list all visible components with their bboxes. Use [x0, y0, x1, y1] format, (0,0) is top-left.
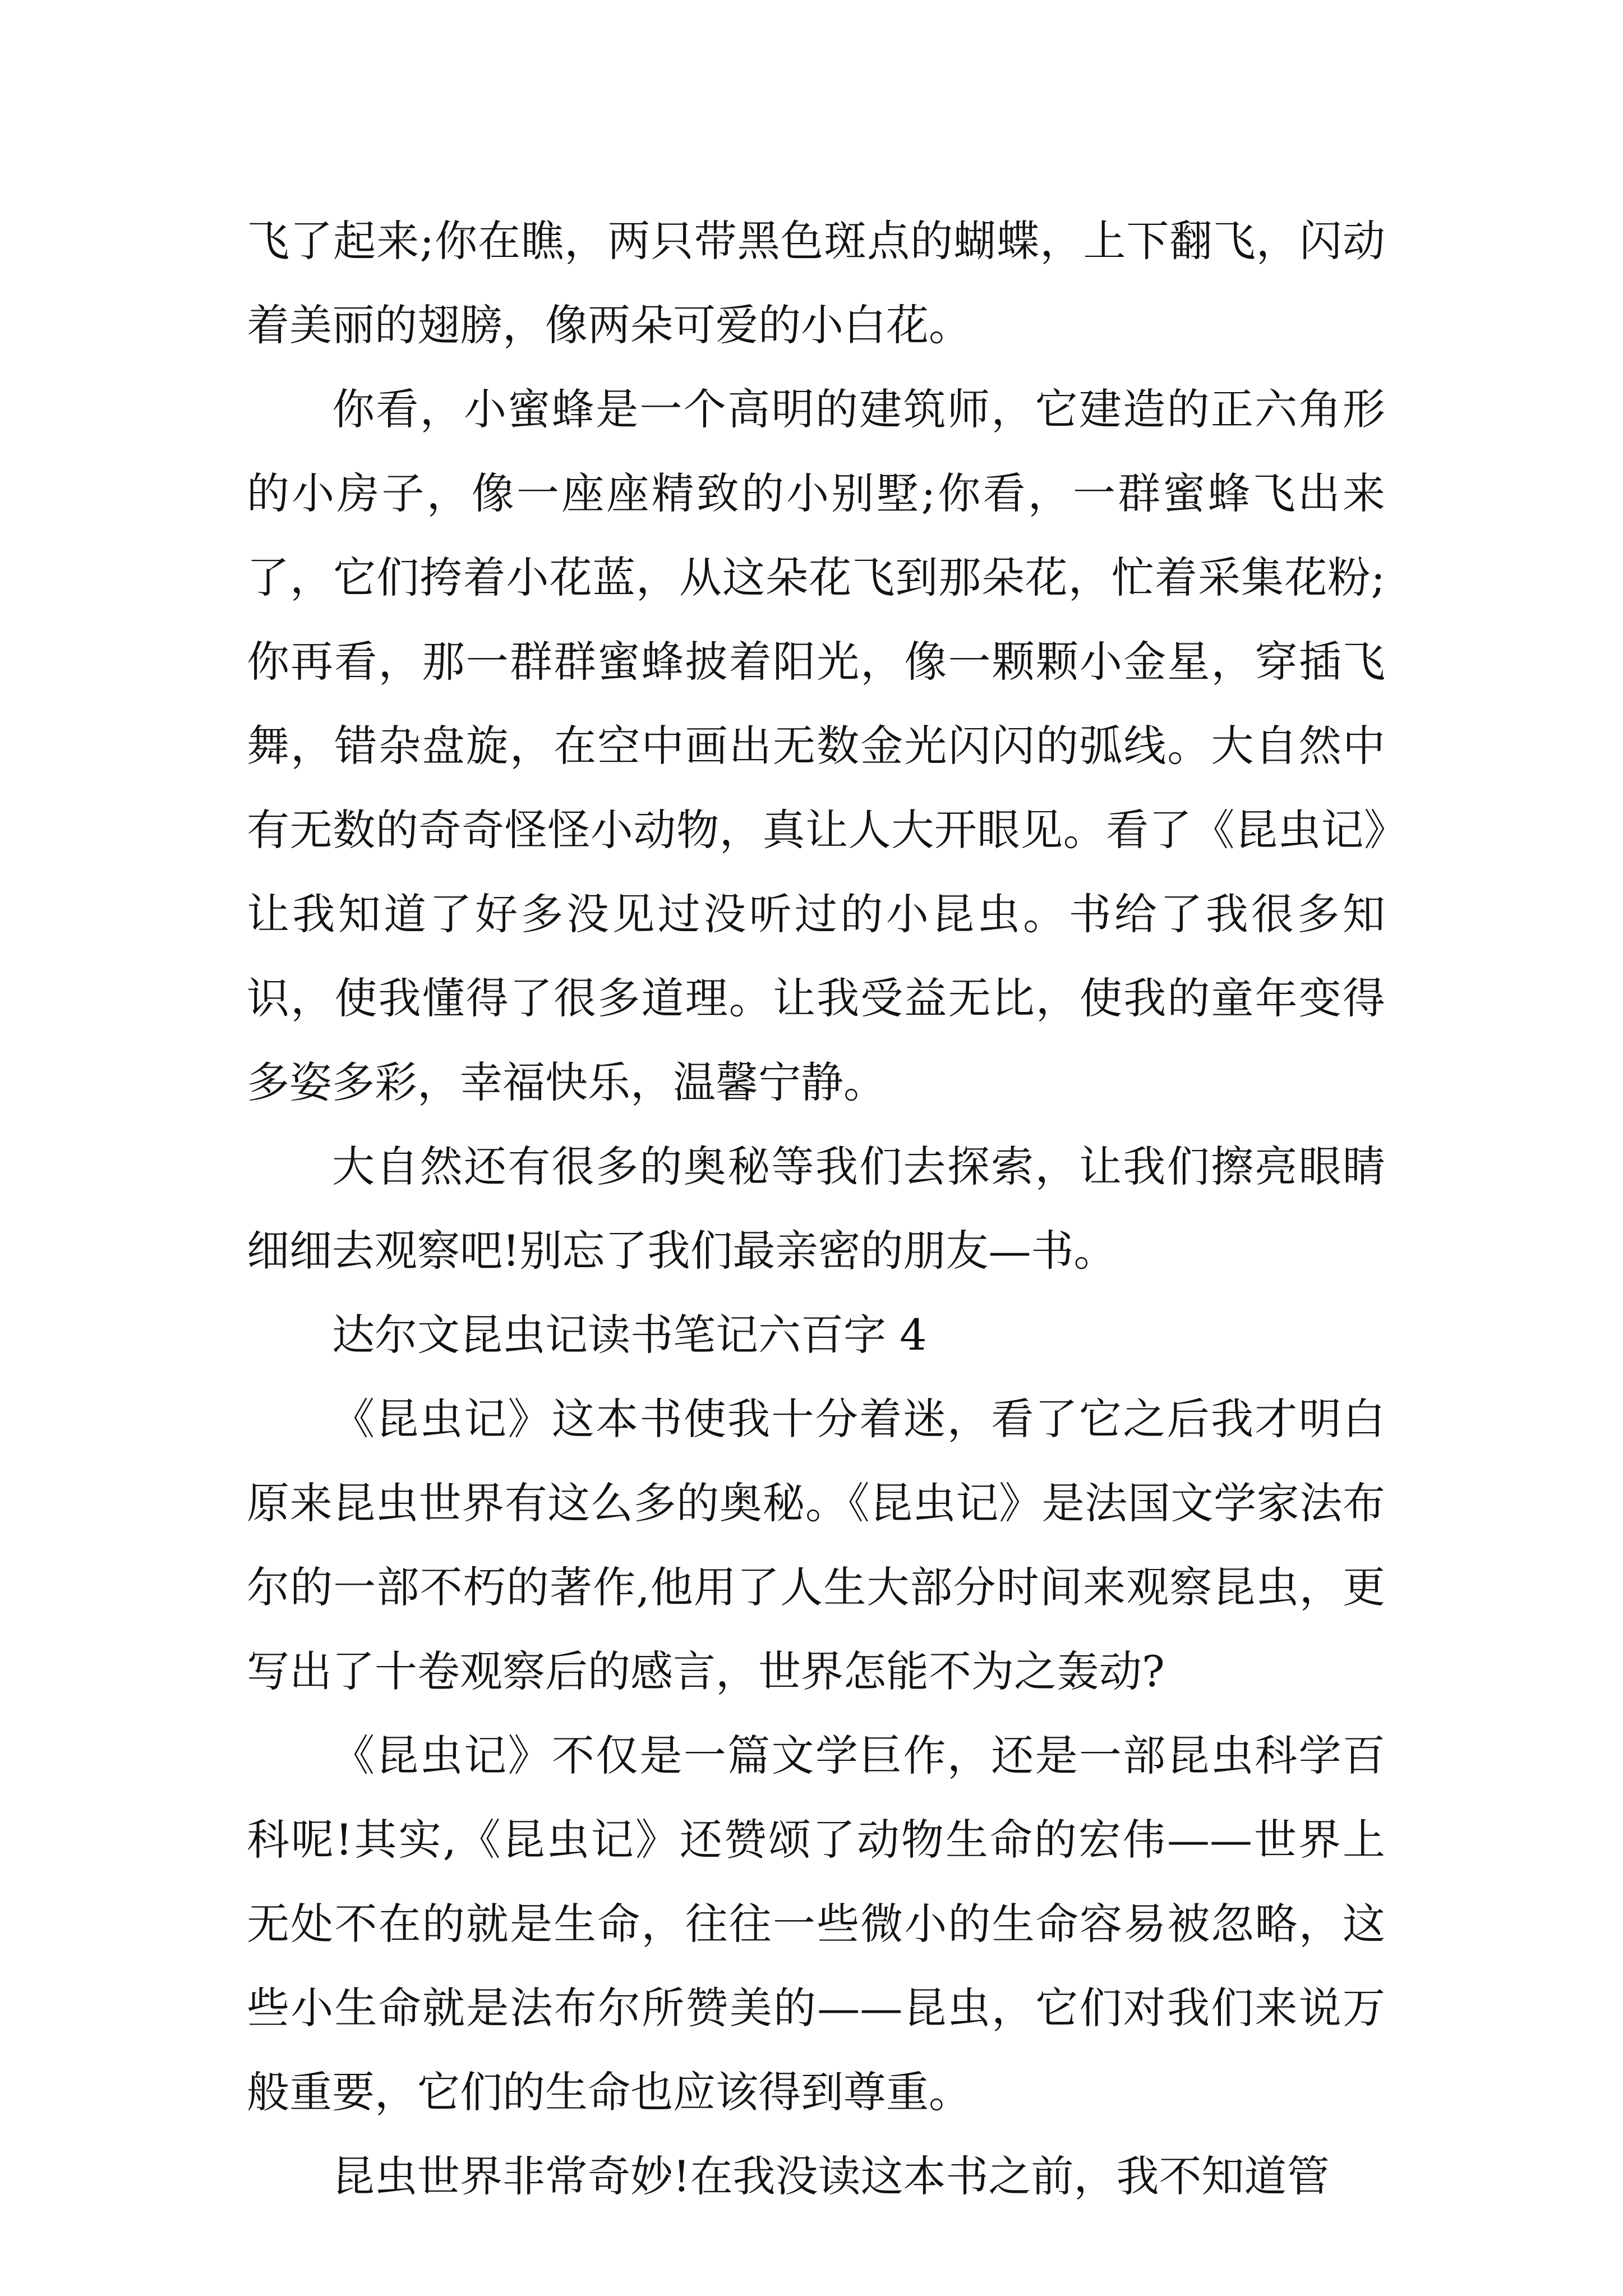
paragraph-literary-masterpiece: 《昆虫记》不仅是一篇文学巨作，还是一部昆虫科学百科呢!其实,《昆虫记》还赞颂了动物生命的宏伟——世界上无处不在的就是生命，往往一些微小的生命容易被忽略，这些小生命就是法布尔所赞美的——昆虫，它们对我们来说万般重要，它们的生命也应该得到尊重。 [247, 1731, 1385, 2117]
document-page [247, 199, 1385, 2219]
paragraph-bees: 你看，小蜜蜂是一个高明的建筑师，它建造的正六角形的小房子，像一座座精致的小别墅;你看，一群蜜蜂飞出来了，它们挎着小花蓝，从这朵花飞到那朵花，忙着采集花粉;你再看，那一群群蜜蜂披着阳光，像一颗颗小金星，穿插飞舞，错杂盘旋，在空中画出无数金光闪闪的弧线。大自然中有无数的奇奇怪怪小动物，真让人大开眼见。看了《昆虫记》让我知道了好多没见过没听过的小昆虫。书给了我很多知识，使我懂得了很多道理。让我受益无比，使我的童年变得多姿多彩，幸福快乐，温馨宁静。 [247, 384, 1385, 1107]
paragraph-book-fascination: 《昆虫记》这本书使我十分着迷，看了它之后我才明白原来昆虫世界有这么多的奥秘。《昆虫记》是法国文学家法布尔的一部不朽的著作,他用了人生大部分时间来观察昆虫，更写出了十卷观察后的感言，世界怎能不为之轰动? [247, 1394, 1385, 1696]
paragraph-nature-secrets: 大自然还有很多的奥秘等我们去探索，让我们擦亮眼睛细细去观察吧!别忘了我们最亲密的朋友—书。 [247, 1142, 1385, 1276]
paragraph-butterflies: 飞了起来;你在瞧，两只带黑色斑点的蝴蝶，上下翻飞，闪动着美丽的翅膀，像两朵可爱的小白花。 [247, 216, 1385, 350]
paragraph-insect-world: 昆虫世界非常奇妙!在我没读这本书之前，我不知道管 [332, 2151, 1330, 2201]
section-heading: 达尔文昆虫记读书笔记六百字 4 [332, 1310, 927, 1360]
